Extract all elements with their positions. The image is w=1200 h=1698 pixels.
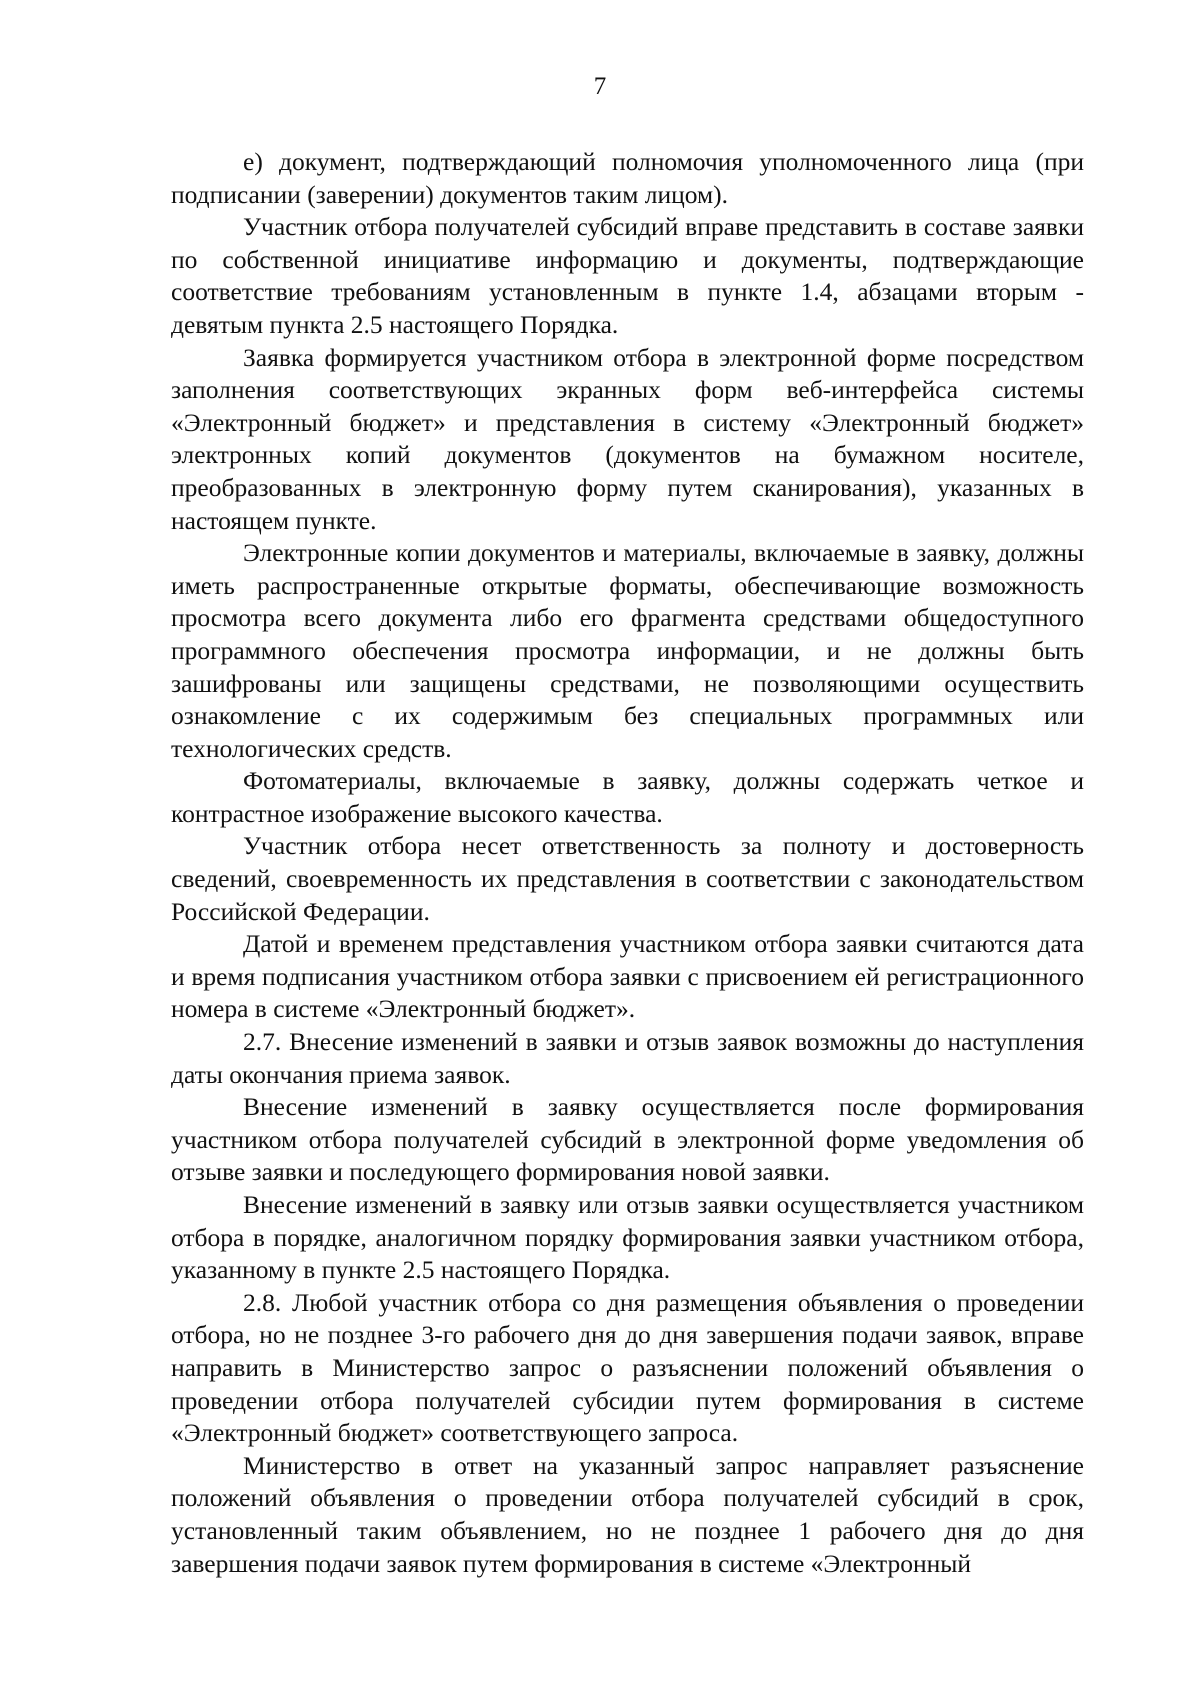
document-body (171, 146, 1084, 1580)
paragraph-document-e: е) документ, подтверждающий полномочия уполномоченного лица (при подписании (заверении) документов таким лицом). (171, 147, 1084, 209)
paragraph-responsibility: Участник отбора несет ответственность за полноту и достоверность сведений, своевременность их представления в соответствии с законодательством Российской Федерации. (171, 831, 1084, 926)
paragraph-2-7: 2.7. Внесение изменений в заявки и отзыв заявок возможны до наступления даты окончания приема заявок. (171, 1027, 1084, 1089)
paragraph-electronic-copies: Электронные копии документов и материалы, включаемые в заявку, должны иметь распространенные открытые форматы, обеспечивающие возможность просмотра всего документа либо его фрагмента средствами общедоступного программного обеспечения просмотра информации, и не должны быть зашифрованы или защищены средствами, не позволяющими осуществить ознакомление с их содержимым без специальных программных или технологических средств. (171, 538, 1084, 763)
page-number: 7 (593, 73, 607, 100)
paragraph-2-8: 2.8. Любой участник отбора со дня размещения объявления о проведении отбора, но не позднее 3-го рабочего дня до дня завершения подачи заявок, вправе направить в Министерство запрос о разъяснении положений объявления о проведении отбора получателей субсидии путем формирования в системе «Электронный бюджет» соответствующего запроса. (171, 1287, 1084, 1448)
paragraph-photo-materials: Фотоматериалы, включаемые в заявку, должны содержать четкое и контрастное изображение высокого качества. (171, 766, 1084, 828)
paragraph-submission-date: Датой и временем представления участником отбора заявки считаются дата и время подписания участником отбора заявки с присвоением ей регистрационного номера в системе «Электронный бюджет». (171, 929, 1084, 1024)
paragraph-electronic-form: Заявка формируется участником отбора в электронной форме посредством заполнения соответствующих экранных форм веб-интерфейса системы «Электронный бюджет» и представления в систему «Электронный бюджет» электронных копий документов (документов на бумажном носителе, преобразованных в электронную форму путем сканирования), указанных в настоящем пункте. (171, 342, 1084, 535)
paragraph-withdrawal: Внесение изменений в заявку или отзыв заявки осуществляется участником отбора в порядке, аналогичном порядку формирования заявки участником отбора, указанному в пункте 2.5 настоящего Порядка. (171, 1190, 1084, 1285)
paragraph-initiative-documents: Участник отбора получателей субсидий вправе представить в составе заявки по собственной инициативе информацию и документы, подтверждающие соответствие требованиям установленным в пункте 1.4, абзацами вторым - девятым пункта 2.5 настоящего Порядка. (171, 212, 1084, 339)
paragraph-amendments: Внесение изменений в заявку осуществляется после формирования участником отбора получателей субсидий в электронной форме уведомления об отзыве заявки и последующего формирования новой заявки. (171, 1092, 1084, 1187)
paragraph-ministry-response: Министерство в ответ на указанный запрос направляет разъяснение положений объявления о проведении отбора получателей субсидий в срок, установленный таким объявлением, но не позднее 1 рабочего дня до дня завершения подачи заявок путем формирования в системе «Электронный (171, 1450, 1084, 1578)
